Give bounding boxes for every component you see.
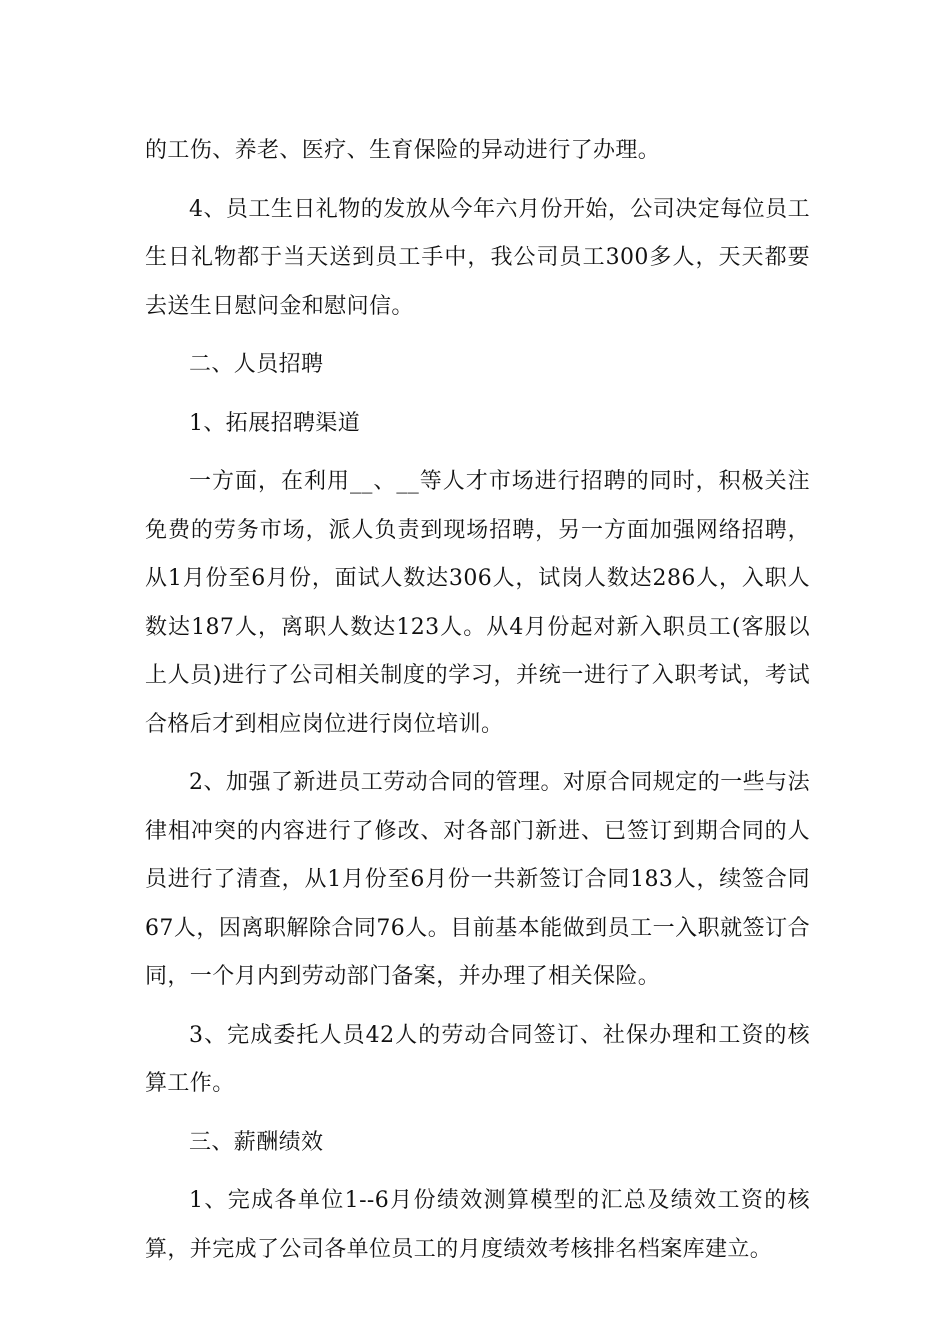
paragraph-labor-contracts: 2、加强了新进员工劳动合同的管理。对原合同规定的一些与法律相冲突的内容进行了修改、对各部门新进、已签订到期合同的人员进行了清查，从1月份至6月份一共新签订合同183人，续签合同67人，因离职解除合同76人。目前基本能做到员工一入职就签订合同，一个月内到劳动部门备案，并办理了相关保险。 <box>145 770 810 989</box>
paragraph-birthday-gifts: 4、员工生日礼物的发放从今年六月份开始，公司决定每位员工生日礼物都于当天送到员工手中，我公司员工300多人，天天都要去送生日慰问金和慰问信。 <box>145 196 810 319</box>
paragraph-performance-model: 1、完成各单位1--6月份绩效测算模型的汇总及绩效工资的核算，并完成了公司各单位员工的月度绩效考核排名档案库建立。 <box>145 1188 810 1262</box>
subheading-recruitment-channels: 1、拓展招聘渠道 <box>189 410 361 436</box>
paragraph-insurance-continuation: 的工伤、养老、医疗、生育保险的异动进行了办理。 <box>145 138 661 163</box>
paragraph-entrusted-personnel: 3、完成委托人员42人的劳动合同签订、社保办理和工资的核算工作。 <box>145 1022 810 1096</box>
paragraph-recruitment-channels: 一方面，在利用__、__等人才市场进行招聘的同时，积极关注免费的劳务市场，派人负责到现场招聘，另一方面加强网络招聘，从1月份至6月份，面试人数达306人，试岗人数达286人，入职人数达187人，离职人数达123人。从4月份起对新入职员工(客服以上人员)进行了公司相关制度的学习，并统一进行了入职考试，考试合格后才到相应岗位进行岗位培训。 <box>145 469 810 737</box>
section-heading-recruitment: 二、人员招聘 <box>189 352 324 377</box>
section-heading-compensation: 三、薪酬绩效 <box>189 1129 324 1155</box>
document-body <box>145 127 810 1284</box>
